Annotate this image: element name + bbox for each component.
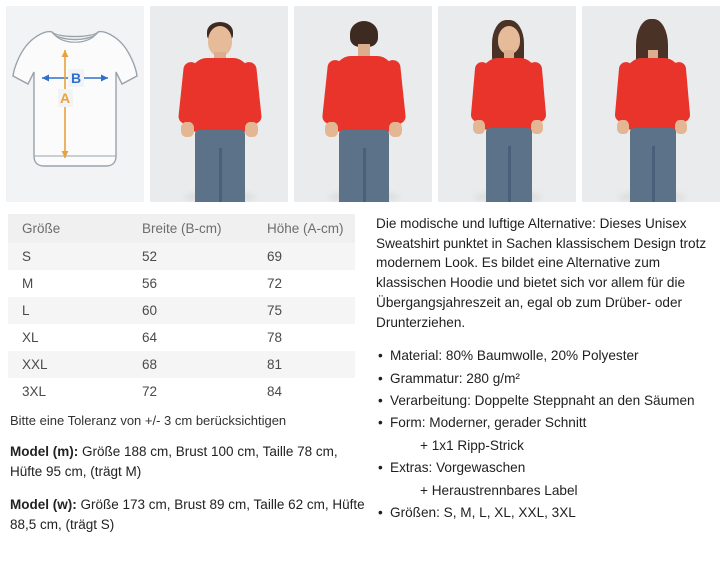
hand-right <box>531 120 543 134</box>
cell-width: 60 <box>128 297 253 324</box>
size-table <box>8 214 355 405</box>
hand-left <box>181 122 194 137</box>
cell-height: 84 <box>253 378 355 405</box>
cell-height: 72 <box>253 270 355 297</box>
tolerance-note: Bitte eine Toleranz von +/- 3 cm berücksichtigen <box>10 413 287 428</box>
photo-model-female-front <box>438 6 576 202</box>
hand-left <box>617 120 629 134</box>
table-row <box>8 324 355 351</box>
cell-width: 56 <box>128 270 253 297</box>
list-item: • Extras: Vorgewaschen <box>376 458 712 478</box>
table-row <box>8 297 355 324</box>
photo-model-male-back <box>294 6 432 202</box>
cell-width: 64 <box>128 324 253 351</box>
cell-width: 68 <box>128 351 253 378</box>
column-header-height: Höhe (A-cm) <box>253 214 355 243</box>
hand-left <box>473 120 485 134</box>
list-item: • Verarbeitung: Doppelte Steppnaht an den Säumen <box>376 391 712 411</box>
cell-height: 75 <box>253 297 355 324</box>
description-column <box>366 214 712 534</box>
list-item: • Material: 80% Baumwolle, 20% Polyester <box>376 346 712 366</box>
feature-list <box>376 346 712 523</box>
size-column <box>8 214 366 534</box>
jeans-seam <box>219 148 222 202</box>
cell-height: 81 <box>253 351 355 378</box>
product-description: Die modische und luftige Alternative: Dieses Unisex Sweatshirt punktet in Sachen klassischem Design trotz modernem Look. Es bildet eine Alternative zum klassischen Hoodie und bietet sich vor allem für die Übergangsjahreszeit an, egal ob zum Drüber- oder Drunterziehen. <box>376 216 707 330</box>
table-row <box>8 270 355 297</box>
cell-size: 3XL <box>8 378 128 405</box>
image-strip <box>0 0 720 206</box>
model-female-text: Größe 173 cm, Brust 89 cm, Taille 62 cm, Hüfte 88,5 cm, (trägt S) <box>10 497 365 532</box>
jeans-seam <box>508 146 511 202</box>
sweatshirt-body <box>191 58 249 132</box>
column-header-width: Breite (B-cm) <box>128 214 253 243</box>
cell-height: 69 <box>253 243 355 270</box>
table-row <box>8 378 355 405</box>
sweatshirt-body <box>335 56 393 132</box>
cell-size: XXL <box>8 351 128 378</box>
cell-size: S <box>8 243 128 270</box>
model-male-label: Model (m): <box>10 444 79 459</box>
jeans-seam <box>652 146 655 202</box>
size-table-header-row <box>8 214 355 243</box>
jeans-seam <box>363 148 366 202</box>
hand-right <box>245 122 258 137</box>
model-male-text: Größe 188 cm, Brust 100 cm, Taille 78 cm, Hüfte 95 cm, (trägt M) <box>10 444 338 479</box>
photo-model-female-back <box>582 6 720 202</box>
cell-width: 52 <box>128 243 253 270</box>
details-section <box>0 206 720 534</box>
table-row <box>8 243 355 270</box>
list-item: • Größen: S, M, L, XL, XXL, 3XL <box>376 503 712 523</box>
sweatshirt-measurement-diagram <box>6 6 144 202</box>
cell-height: 78 <box>253 324 355 351</box>
model-female-label: Model (w): <box>10 497 77 513</box>
neck <box>648 50 658 58</box>
model-male-info <box>8 428 366 481</box>
svg-text:A: A <box>59 90 71 106</box>
list-item: • Form: Moderner, gerader Schnitt <box>376 413 712 433</box>
hand-right <box>389 122 402 137</box>
cell-size: XL <box>8 324 128 351</box>
list-item: • Grammatur: 280 g/m² <box>376 369 712 389</box>
hand-right <box>675 120 687 134</box>
column-header-size: Größe <box>8 214 128 243</box>
list-item-sub: + Heraustrennbares Label <box>420 482 578 498</box>
list-item-sub: + 1x1 Ripp-Strick <box>420 437 524 453</box>
photo-model-male-front <box>150 6 288 202</box>
cell-size: L <box>8 297 128 324</box>
model-female-info <box>8 481 366 534</box>
table-row <box>8 351 355 378</box>
hand-left <box>325 122 338 137</box>
cell-size: M <box>8 270 128 297</box>
svg-text:B: B <box>70 70 82 86</box>
cell-width: 72 <box>128 378 253 405</box>
